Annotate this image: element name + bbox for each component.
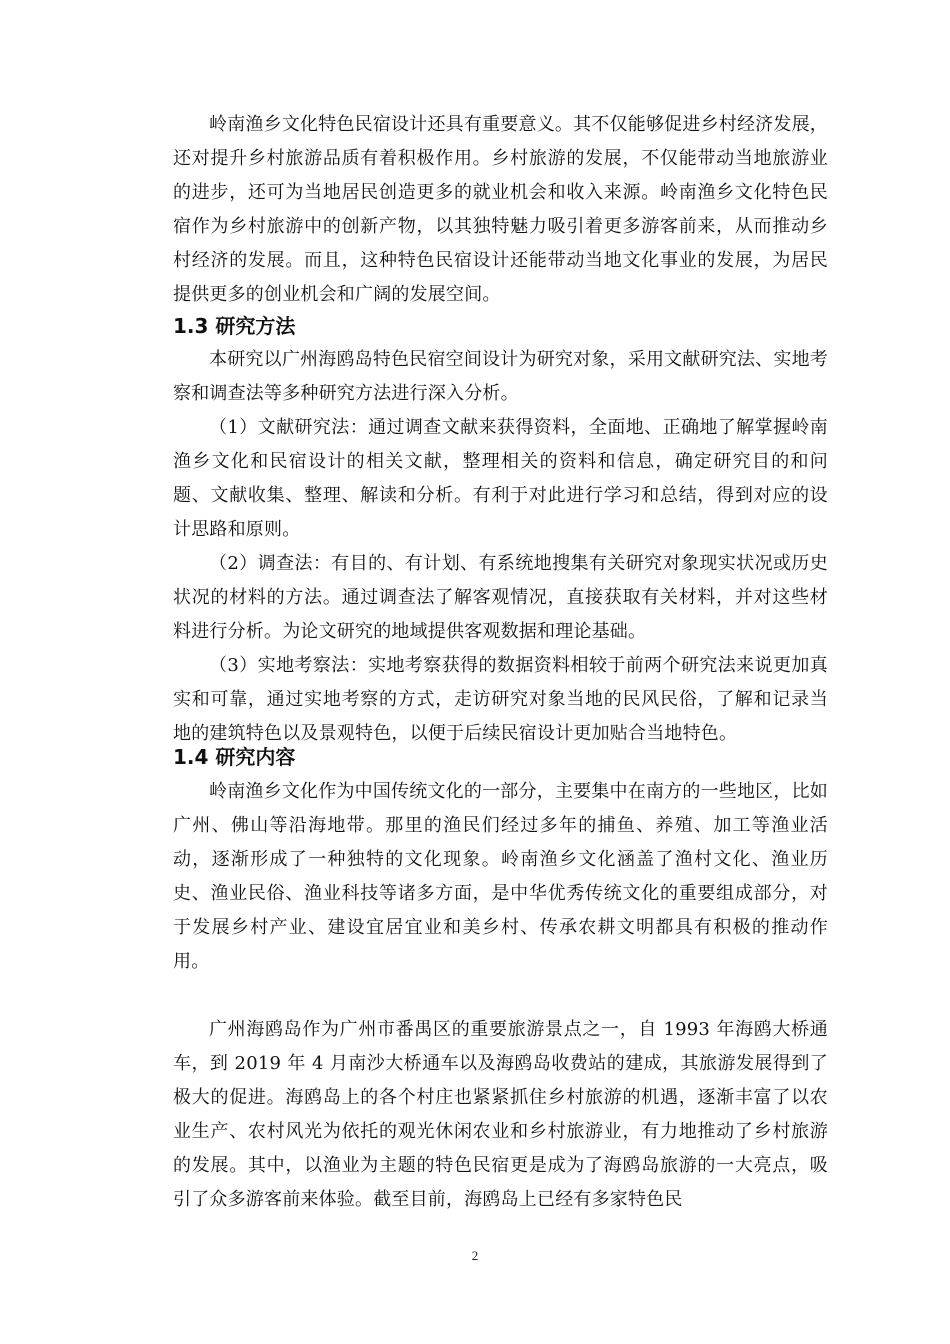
page-number: 2 <box>471 1248 479 1263</box>
heading-research-content: 1.4 研究内容 <box>173 745 296 769</box>
heading-research-methods: 1.3 研究方法 <box>173 314 296 338</box>
section-methods-text <box>173 343 828 751</box>
paragraph-lingnan-culture: 岭南渔乡文化作为中国传统文化的一部分，主要集中在南方的一些地区，比如广州、佛山等沿海地带。那里的渔民们经过多年的捕鱼、养殖、加工等渔业活动，逐渐形成了一种独特的文化现象。岭南渔乡文化涵盖了渔村文化、渔业历史、渔业民俗、渔业科技等诸多方面，是中华优秀传统文化的重要组成部分，对于发展乡村产业、建设宜居宜业和美乡村、传承农耕文明都具有积极的推动作用。 <box>173 781 828 972</box>
paragraph-literature-method: （1）文献研究法：通过调查文献来获得资料，全面地、正确地了解掌握岭南渔乡文化和民宿设计的相关文献，整理相关的资料和信息，确定研究目的和问题、文献收集、整理、解读和分析。有利于对此进行学习和总结，得到对应的设计思路和原则。 <box>173 417 828 540</box>
paragraph-significance: 岭南渔乡文化特色民宿设计还具有重要意义。其不仅能够促进乡村经济发展，还对提升乡村旅游品质有着积极作用。乡村旅游的发展，不仅能带动当地旅游业的进步，还可为当地居民创造更多的就业机会和收入来源。岭南渔乡文化特色民宿作为乡村旅游中的创新产物，以其独特魅力吸引着更多游客前来，从而推动乡村经济的发展。而且，这种特色民宿设计还能带动当地文化事业的发展，为居民提供更多的创业机会和广阔的发展空间。 <box>173 114 828 305</box>
section-content-text <box>173 775 828 979</box>
paragraph-haiou-island: 广州海鸥岛作为广州市番禺区的重要旅游景点之一，自 1993 年海鸥大桥通车，到 2019 年 4 月南沙大桥通车以及海鸥岛收费站的建成，其旅游发展得到了极大的促进。海鸥岛上的各个村庄也紧紧抓住乡村旅游的机遇，逐渐丰富了以农业生产、农村风光为依托的观光休闲农业和乡村旅游业，有力地推动了乡村旅游的发展。其中，以渔业为主题的特色民宿更是成为了海鸥岛旅游的一大亮点，吸引了众多游客前来体验。截至目前，海鸥岛上已经有多家特色民 <box>173 1019 828 1210</box>
paragraph-survey-method: （2）调查法：有目的、有计划、有系统地搜集有关研究对象现实状况或历史状况的材料的方法。通过调查法了解客观情况，直接获取有关材料，并对这些材料进行分析。为论文研究的地域提供客观数据和理论基础。 <box>173 553 828 642</box>
paragraph-field-method: （3）实地考察法：实地考察获得的数据资料相较于前两个研究法来说更加真实和可靠，通过实地考察的方式，走访研究对象当地的民风民俗，了解和记录当地的建筑特色以及景观特色，以便于后续民宿设计更加贴合当地特色。 <box>173 655 828 744</box>
paragraph-methods-overview: 本研究以广州海鸥岛特色民宿空间设计为研究对象，采用文献研究法、实地考察和调查法等多种研究方法进行深入分析。 <box>173 349 828 404</box>
section-intro-text <box>173 108 828 312</box>
section-haiou-text <box>173 1013 828 1217</box>
